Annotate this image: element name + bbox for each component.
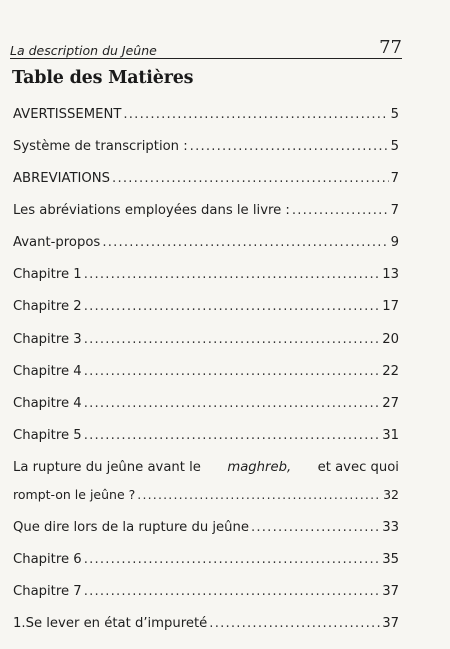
toc-entry (13, 234, 399, 252)
toc-entry-page: 32 (383, 487, 399, 502)
dot-leader (102, 234, 388, 252)
toc-entry-page: 33 (382, 520, 399, 535)
toc-entry (13, 331, 399, 349)
toc-entry-page: 20 (382, 332, 399, 347)
dot-leader (84, 427, 381, 445)
toc-entry-page: 7 (390, 203, 399, 218)
toc-entry-label: Chapitre 5 (13, 428, 82, 443)
toc-entry (13, 106, 399, 124)
dot-leader (84, 583, 381, 601)
toc-entry (13, 551, 399, 569)
toc-entry-label: Chapitre 3 (13, 332, 82, 347)
toc-entry-label: Les abréviations employées dans le livre : (13, 203, 290, 218)
toc-entry-label: Avant-propos (13, 235, 101, 250)
toc-entry-page: 31 (382, 428, 399, 443)
toc-entry-page: 13 (382, 267, 399, 282)
toc-entry (13, 202, 399, 220)
toc-entry-page: 27 (382, 396, 399, 411)
toc-entry-page: 5 (390, 139, 399, 154)
toc-entry-page: 17 (382, 299, 399, 314)
toc-entry-label: Chapitre 6 (13, 552, 82, 567)
dot-leader (251, 519, 380, 537)
dot-leader (292, 202, 389, 220)
toc-heading: Table des Matières (12, 68, 194, 88)
toc-entry-label-part1: La rupture du jeûne avant le (13, 460, 201, 475)
toc-entry (13, 363, 399, 381)
dot-leader (123, 106, 388, 124)
toc-entry-label: Chapitre 4 (13, 396, 82, 411)
toc-entry (13, 395, 399, 413)
toc-entry-page: 22 (382, 364, 399, 379)
dot-leader (84, 395, 381, 413)
toc-entry-label: Que dire lors de la rupture du jeûne (13, 520, 249, 535)
toc-entry-page: 5 (390, 107, 399, 122)
toc-entry-label: rompt-on le jeûne ? (13, 487, 136, 502)
dot-leader (112, 170, 389, 188)
toc-entry-label: AVERTISSEMENT (13, 107, 122, 122)
dot-leader (84, 266, 381, 284)
toc-entry-label: 1.Se lever en état d’impureté (13, 616, 208, 631)
page-number: 77 (379, 37, 402, 58)
dot-leader (84, 551, 381, 569)
running-title: La description du Jeûne (10, 43, 157, 58)
toc-entry-page: 37 (382, 584, 399, 599)
toc-entry (13, 615, 399, 633)
toc-entry-wrapped-line (13, 459, 399, 477)
toc-entry (13, 427, 399, 445)
dot-leader (137, 486, 381, 504)
dot-leader (84, 298, 381, 316)
toc-entry-page: 35 (382, 552, 399, 567)
toc-entry-label: Système de transcription : (13, 139, 188, 154)
toc-entry-label: ABREVIATIONS (13, 171, 111, 186)
toc-entry-page: 9 (390, 235, 399, 250)
dot-leader (84, 363, 381, 381)
toc-entry-label-italic: maghreb, (227, 460, 292, 475)
toc-entry-label: Chapitre 1 (13, 267, 82, 282)
toc-entry (13, 138, 399, 156)
dot-leader (209, 615, 380, 633)
toc-entry-page: 7 (390, 171, 399, 186)
toc-entry (13, 298, 399, 316)
toc-entry (13, 519, 399, 537)
toc-entry-label-part2: et avec quoi (317, 460, 399, 475)
toc-entry (13, 486, 399, 504)
toc-entry (13, 583, 399, 601)
toc-entry-label: Chapitre 7 (13, 584, 82, 599)
toc-entry-label: Chapitre 4 (13, 364, 82, 379)
toc-entry-label: Chapitre 2 (13, 299, 82, 314)
toc-entry-page: 37 (382, 616, 399, 631)
dot-leader (190, 138, 389, 156)
toc-entry (13, 266, 399, 284)
dot-leader (84, 331, 381, 349)
toc-entry (13, 170, 399, 188)
